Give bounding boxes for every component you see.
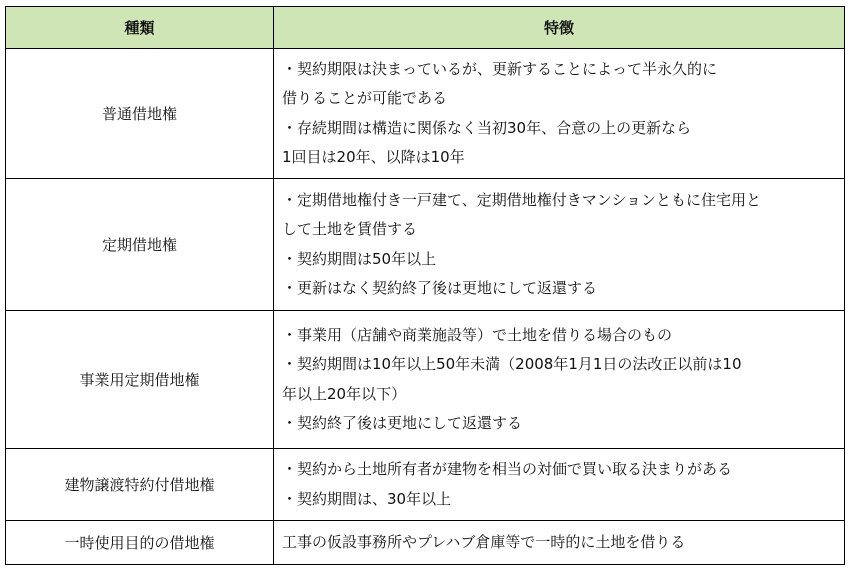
feature-line: ・契約期間は10年以上50年未満（2008年1月1日の法改正以前は10 <box>282 355 742 373</box>
table-header-row <box>6 7 845 49</box>
table-row <box>6 179 845 311</box>
type-cell: 一時使用目的の借地権 <box>6 521 274 565</box>
table-row <box>6 449 845 521</box>
feature-line: 1回目は20年、以降は10年 <box>282 148 465 166</box>
feature-cell <box>274 49 845 179</box>
feature-line: ・更新はなく契約終了後は更地にして返還する <box>282 279 598 297</box>
feature-line: 年以上20年以下） <box>282 384 407 403</box>
table-row <box>6 521 845 565</box>
type-cell: 事業用定期借地権 <box>6 311 274 449</box>
feature-cell <box>274 521 845 565</box>
feature-cell <box>274 311 845 449</box>
type-cell: 建物譲渡特約付借地権 <box>6 449 274 521</box>
column-header-type: 種類 <box>6 7 274 49</box>
feature-cell <box>274 449 845 521</box>
feature-line: ・契約期間は50年以上 <box>282 249 437 268</box>
feature-line: 工事の仮設事務所やプレハブ倉庫等で一時的に土地を借りる <box>282 532 686 551</box>
type-cell: 定期借地権 <box>6 179 274 311</box>
feature-line: ・事業用（店舗や商業施設等）で土地を借りる場合のもの <box>282 325 673 344</box>
feature-line: ・契約終了後は更地にして返還する <box>282 414 523 432</box>
column-header-feature: 特徴 <box>274 7 845 49</box>
feature-line: ・契約から土地所有者が建物を相当の対価で買い取る決まりがある <box>282 460 733 478</box>
feature-cell <box>274 179 845 311</box>
leasehold-types-table <box>5 6 845 565</box>
feature-line: ・契約期限は決まっているが、更新することによって半永久的に <box>282 59 718 78</box>
feature-line: 借りることが可能である <box>282 89 448 107</box>
feature-line: ・契約期間は、30年以上 <box>282 489 452 508</box>
table-row <box>6 311 845 449</box>
feature-line: ・定期借地権付き一戸建て、定期借地権付きマンションともに住宅用と <box>282 190 762 209</box>
type-cell: 普通借地権 <box>6 49 274 179</box>
feature-line: ・存続期間は構造に関係なく当初30年、合意の上の更新なら <box>282 118 692 137</box>
table-row <box>6 49 845 179</box>
feature-line: して土地を賃借する <box>282 220 418 238</box>
